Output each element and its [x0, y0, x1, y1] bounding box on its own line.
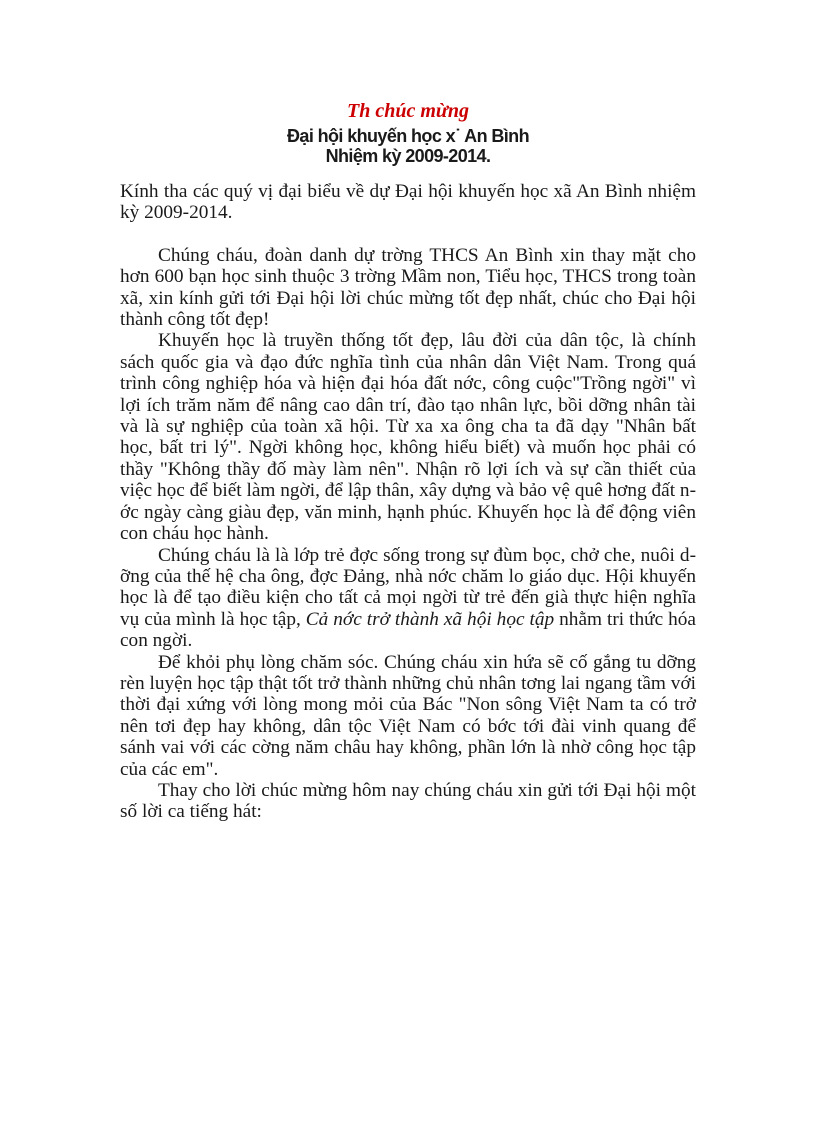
paragraph-closing: Thay cho lời chúc mừng hôm nay chúng cháu xin gửi tới Đại hội một số lời ca tiếng hát:	[120, 779, 696, 823]
congress-title: Đại hội khuyến học x˙ An Bình	[287, 126, 529, 146]
paragraph-tradition: Khuyến học là truyền thống tốt đẹp, lâu đời của dân tộc, là chính sách quốc gia và đạo đức nghĩa tình của nhân dân Việt Nam. Trong quá trình công nghiệp hóa và hiện đại hóa đất nớc, công cuộc"Trồng ngời" vì lợi ích trăm năm để nâng cao dân trí, đào tạo nhân lực, bồi dỡng nhân tài và là sự nghiệp của toàn xã hội. Từ xa xa ông cha ta đã dạy "Nhân bất học, bất tri lý". Ngời không học, không hiểu biết) và muốn học phải có thầy "Không thầy đố mày làm nên". Nhận rõ lợi ích và sự cần thiết của việc học để biết làm ngời, để lập thân, xây dựng và bảo vệ quê hơng đất nớc ngày càng giàu đẹp, văn minh, hạnh phúc. Khuyến học là để động viên con cháu học hành.	[120, 330, 696, 545]
letter-title: Th chúc mừng	[346, 100, 469, 122]
greeting-paragraph: Kính tha các quý vị đại biểu về dự Đại hội khuyến học xã An Bình nhiệm kỳ 2009-2014.	[120, 181, 696, 224]
paragraph-introduction: Chúng cháu, đoàn danh dự trờng THCS An Bình xin thay mặt cho hơn 600 bạn học sinh thuộc 3 trờng Mầm non, Tiểu học, THCS trong toàn xã, xin kính gửi tới Đại hội lời chúc mừng tốt đẹp nhất, chúc cho Đại hội thành công tốt đẹp!	[120, 244, 696, 331]
paragraph-learning-society	[120, 545, 696, 652]
paragraph-promise: Để khỏi phụ lòng chăm sóc. Chúng cháu xin hứa sẽ cố gắng tu dỡng rèn luyện học tập thật tốt trở thành những chủ nhân tơng lai ngang tầm với thời đại xứng với lòng mong mỏi của Bác "Non sông Việt Nam ta có trở nên tơi đẹp hay không, dân tộc Việt Nam có bớc tới đài vinh quang để sánh vai với các cờng năm châu hay không, phần lớn là nhờ công học tập của các em".	[120, 651, 696, 780]
learning-society-slogan: Cả nớc trở thành xã hội học tập	[305, 608, 555, 630]
term-title: Nhiệm kỳ 2009-2014.	[325, 146, 491, 166]
paragraph-learning-society-end: nhằm tri thức hóa con ngời.	[120, 608, 696, 652]
paragraph-learning-society-start: Chúng cháu là là lớp trẻ đợc sống trong sự đùm bọc, chở che, nuôi dỡng của thế hệ cha ông, đợc Đảng, nhà nớc chăm lo giáo dục. Hội khuyến học là để tạo điều kiện cho tất cả mọi ngời từ trẻ đến già thực hiện nghĩa vụ của mình là học tập,	[120, 544, 696, 630]
letter-body	[120, 181, 696, 823]
